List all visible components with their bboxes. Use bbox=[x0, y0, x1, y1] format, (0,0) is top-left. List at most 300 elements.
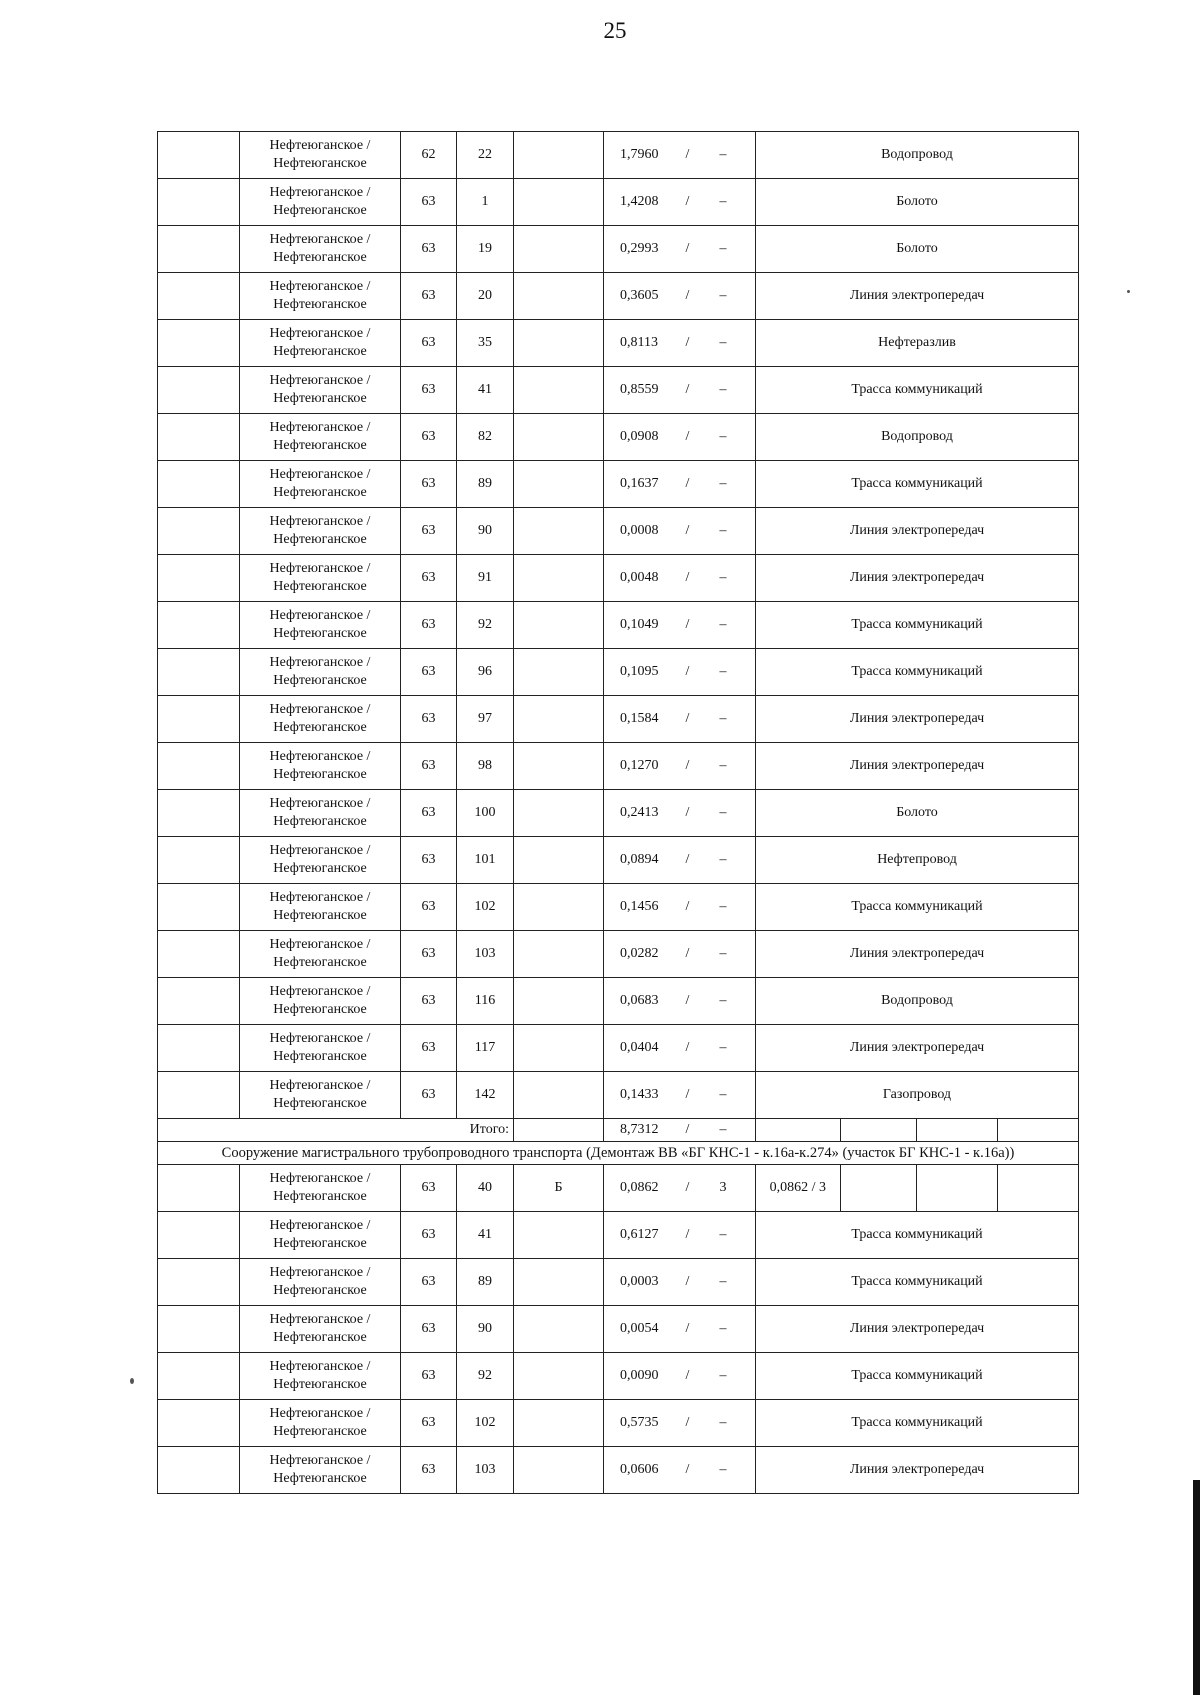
category-cell bbox=[514, 414, 604, 461]
area-slash: / bbox=[685, 1274, 690, 1289]
block-cell: 63 bbox=[401, 837, 457, 884]
area-cell bbox=[604, 743, 756, 790]
table-row bbox=[158, 555, 1079, 602]
table-row bbox=[158, 226, 1079, 273]
note-cell: Трасса коммуникаций bbox=[756, 1400, 1079, 1447]
area-cell bbox=[604, 508, 756, 555]
category-cell bbox=[514, 226, 604, 273]
area-slash: / bbox=[685, 382, 690, 397]
empty-cell bbox=[514, 1119, 604, 1142]
area-slash: / bbox=[685, 1321, 690, 1336]
area-cell bbox=[604, 1447, 756, 1494]
total-qty: – bbox=[719, 1122, 727, 1137]
area-cell bbox=[604, 1400, 756, 1447]
area-slash: / bbox=[685, 241, 690, 256]
note-cell: Трасса коммуникаций bbox=[756, 461, 1079, 508]
area-slash: / bbox=[685, 993, 690, 1008]
table-row bbox=[158, 461, 1079, 508]
block-cell: 63 bbox=[401, 602, 457, 649]
district-cell: Нефтеюганское / Нефтеюганское bbox=[240, 1353, 401, 1400]
block-cell: 63 bbox=[401, 978, 457, 1025]
total-note-cell bbox=[756, 1119, 1079, 1142]
area-group bbox=[604, 992, 755, 1010]
area-group bbox=[604, 334, 755, 352]
plot-cell: 41 bbox=[457, 1212, 514, 1259]
area-value: 1,7960 bbox=[620, 147, 659, 162]
table-row bbox=[158, 837, 1079, 884]
area-value: 0,1584 bbox=[620, 711, 659, 726]
area-value: 0,1095 bbox=[620, 664, 659, 679]
plot-cell: 82 bbox=[457, 414, 514, 461]
area-value: 0,1456 bbox=[620, 899, 659, 914]
note-cell: Линия электропередач bbox=[756, 273, 1079, 320]
area-group bbox=[604, 381, 755, 399]
block-cell: 63 bbox=[401, 696, 457, 743]
block-cell: 63 bbox=[401, 461, 457, 508]
area-cell bbox=[604, 649, 756, 696]
area-value: 0,0008 bbox=[620, 523, 659, 538]
area-cell bbox=[604, 1353, 756, 1400]
empty-cell bbox=[158, 1072, 240, 1119]
district-cell: Нефтеюганское / Нефтеюганское bbox=[240, 649, 401, 696]
category-cell bbox=[514, 1353, 604, 1400]
area-cell bbox=[604, 1072, 756, 1119]
district-cell: Нефтеюганское / Нефтеюганское bbox=[240, 179, 401, 226]
section-header-row bbox=[158, 1142, 1079, 1165]
note-empty-subcell bbox=[916, 1119, 998, 1141]
plot-cell: 90 bbox=[457, 1306, 514, 1353]
empty-cell bbox=[158, 1025, 240, 1072]
area-qty: – bbox=[719, 1227, 727, 1242]
note-empty-subcell bbox=[756, 1119, 840, 1141]
block-cell: 63 bbox=[401, 367, 457, 414]
table-row bbox=[158, 649, 1079, 696]
category-cell bbox=[514, 508, 604, 555]
empty-cell bbox=[158, 132, 240, 179]
area-group bbox=[604, 851, 755, 869]
empty-cell bbox=[158, 743, 240, 790]
district-cell: Нефтеюганское / Нефтеюганское bbox=[240, 367, 401, 414]
area-value: 0,0048 bbox=[620, 570, 659, 585]
area-qty: – bbox=[719, 1274, 727, 1289]
note-cell: Трасса коммуникаций bbox=[756, 1353, 1079, 1400]
empty-cell bbox=[158, 1400, 240, 1447]
area-group bbox=[604, 1121, 755, 1139]
district-cell: Нефтеюганское / Нефтеюганское bbox=[240, 1400, 401, 1447]
note-cell: Нефтеразлив bbox=[756, 320, 1079, 367]
table-row bbox=[158, 132, 1079, 179]
empty-cell bbox=[158, 461, 240, 508]
block-cell: 63 bbox=[401, 931, 457, 978]
note-cell: Болото bbox=[756, 790, 1079, 837]
empty-cell bbox=[158, 1165, 240, 1212]
area-slash: / bbox=[685, 805, 690, 820]
empty-cell bbox=[158, 602, 240, 649]
area-qty: – bbox=[719, 241, 727, 256]
plot-cell: 101 bbox=[457, 837, 514, 884]
area-slash: / bbox=[685, 335, 690, 350]
area-group bbox=[604, 945, 755, 963]
note-empty-subcell bbox=[840, 1119, 916, 1141]
note-cell: Водопровод bbox=[756, 132, 1079, 179]
area-cell bbox=[604, 273, 756, 320]
area-cell bbox=[604, 179, 756, 226]
plot-cell: 40 bbox=[457, 1165, 514, 1212]
area-slash: / bbox=[685, 852, 690, 867]
area-slash: / bbox=[685, 1227, 690, 1242]
area-cell bbox=[604, 1212, 756, 1259]
area-value: 0,0908 bbox=[620, 429, 659, 444]
note-cell: Водопровод bbox=[756, 978, 1079, 1025]
area-slash: / bbox=[685, 147, 690, 162]
area-qty: – bbox=[719, 617, 727, 632]
note-cell: Линия электропередач bbox=[756, 555, 1079, 602]
district-cell: Нефтеюганское / Нефтеюганское bbox=[240, 743, 401, 790]
area-value: 0,0683 bbox=[620, 993, 659, 1008]
area-value: 0,0003 bbox=[620, 1274, 659, 1289]
plot-cell: 1 bbox=[457, 179, 514, 226]
note-cell: Линия электропередач bbox=[756, 931, 1079, 978]
empty-cell bbox=[158, 790, 240, 837]
area-cell bbox=[604, 1259, 756, 1306]
block-cell: 63 bbox=[401, 649, 457, 696]
total-area-value: 8,7312 bbox=[620, 1122, 659, 1137]
total-row bbox=[158, 1119, 1079, 1142]
category-cell bbox=[514, 1306, 604, 1353]
plot-cell: 92 bbox=[457, 602, 514, 649]
plot-cell: 100 bbox=[457, 790, 514, 837]
area-value: 0,0090 bbox=[620, 1368, 659, 1383]
area-qty: – bbox=[719, 1415, 727, 1430]
area-group bbox=[604, 1414, 755, 1432]
area-qty: – bbox=[719, 1368, 727, 1383]
note-cell: Болото bbox=[756, 179, 1079, 226]
plot-cell: 102 bbox=[457, 884, 514, 931]
category-cell bbox=[514, 132, 604, 179]
district-cell: Нефтеюганское / Нефтеюганское bbox=[240, 884, 401, 931]
area-value: 0,6127 bbox=[620, 1227, 659, 1242]
table-row bbox=[158, 1259, 1079, 1306]
table-row bbox=[158, 884, 1079, 931]
note-empty-subcell bbox=[997, 1119, 1078, 1141]
area-cell bbox=[604, 414, 756, 461]
note-cell: Линия электропередач bbox=[756, 1306, 1079, 1353]
empty-cell bbox=[158, 649, 240, 696]
area-value: 0,0282 bbox=[620, 946, 659, 961]
district-cell: Нефтеюганское / Нефтеюганское bbox=[240, 1072, 401, 1119]
note-split bbox=[756, 1119, 1078, 1141]
area-value: 0,0054 bbox=[620, 1321, 659, 1336]
area-qty: – bbox=[719, 1087, 727, 1102]
area-group bbox=[604, 757, 755, 775]
area-slash: / bbox=[685, 1180, 690, 1195]
category-cell bbox=[514, 884, 604, 931]
area-slash: / bbox=[685, 570, 690, 585]
block-cell: 63 bbox=[401, 273, 457, 320]
table-row bbox=[158, 1400, 1079, 1447]
note-split bbox=[756, 1165, 1078, 1211]
category-cell bbox=[514, 743, 604, 790]
block-cell: 63 bbox=[401, 790, 457, 837]
district-cell: Нефтеюганское / Нефтеюганское bbox=[240, 931, 401, 978]
area-cell bbox=[604, 602, 756, 649]
section-title: Сооружение магистрального трубопроводного транспорта (Демонтаж ВВ «БГ КНС-1 - к.16а-к.274» (участок БГ КНС-1 - к.16а)) bbox=[158, 1142, 1079, 1165]
plot-cell: 103 bbox=[457, 931, 514, 978]
note-cell: Нефтепровод bbox=[756, 837, 1079, 884]
table-row bbox=[158, 179, 1079, 226]
area-cell bbox=[604, 978, 756, 1025]
plot-cell: 35 bbox=[457, 320, 514, 367]
note-value: 0,0862 / 3 bbox=[769, 1180, 827, 1195]
area-qty: – bbox=[719, 1321, 727, 1336]
area-group bbox=[604, 569, 755, 587]
table-row bbox=[158, 320, 1079, 367]
category-cell bbox=[514, 1400, 604, 1447]
area-qty: – bbox=[719, 711, 727, 726]
block-cell: 63 bbox=[401, 1306, 457, 1353]
note-cell: Газопровод bbox=[756, 1072, 1079, 1119]
plot-cell: 89 bbox=[457, 1259, 514, 1306]
district-cell: Нефтеюганское / Нефтеюганское bbox=[240, 555, 401, 602]
block-cell: 63 bbox=[401, 508, 457, 555]
area-group bbox=[604, 710, 755, 728]
area-value: 0,8559 bbox=[620, 382, 659, 397]
plot-cell: 41 bbox=[457, 367, 514, 414]
area-group bbox=[604, 1086, 755, 1104]
category-cell bbox=[514, 1025, 604, 1072]
district-cell: Нефтеюганское / Нефтеюганское bbox=[240, 602, 401, 649]
block-cell: 63 bbox=[401, 555, 457, 602]
area-cell bbox=[604, 132, 756, 179]
area-qty: – bbox=[719, 429, 727, 444]
note-cell: Трасса коммуникаций bbox=[756, 367, 1079, 414]
category-cell bbox=[514, 790, 604, 837]
area-group bbox=[604, 1179, 755, 1197]
area-group bbox=[604, 193, 755, 211]
category-cell bbox=[514, 602, 604, 649]
area-value: 0,3605 bbox=[620, 288, 659, 303]
area-cell bbox=[604, 837, 756, 884]
area-slash: / bbox=[685, 1122, 690, 1137]
scan-edge-shadow bbox=[1193, 1480, 1200, 1695]
area-cell bbox=[604, 884, 756, 931]
area-value: 0,1049 bbox=[620, 617, 659, 632]
block-cell: 63 bbox=[401, 1025, 457, 1072]
district-cell: Нефтеюганское / Нефтеюганское bbox=[240, 1212, 401, 1259]
area-cell bbox=[604, 555, 756, 602]
district-cell: Нефтеюганское / Нефтеюганское bbox=[240, 978, 401, 1025]
area-slash: / bbox=[685, 899, 690, 914]
area-slash: / bbox=[685, 1368, 690, 1383]
plot-cell: 92 bbox=[457, 1353, 514, 1400]
note-cell: Трасса коммуникаций bbox=[756, 884, 1079, 931]
area-qty: – bbox=[719, 288, 727, 303]
area-cell bbox=[604, 696, 756, 743]
scan-speck bbox=[130, 1378, 134, 1384]
block-cell: 63 bbox=[401, 179, 457, 226]
empty-cell bbox=[158, 1447, 240, 1494]
area-qty: – bbox=[719, 1040, 727, 1055]
district-cell: Нефтеюганское / Нефтеюганское bbox=[240, 790, 401, 837]
empty-cell bbox=[158, 226, 240, 273]
area-qty: – bbox=[719, 523, 727, 538]
area-slash: / bbox=[685, 288, 690, 303]
plot-cell: 142 bbox=[457, 1072, 514, 1119]
block-cell: 63 bbox=[401, 1072, 457, 1119]
block-cell: 63 bbox=[401, 226, 457, 273]
block-cell: 63 bbox=[401, 1353, 457, 1400]
district-cell: Нефтеюганское / Нефтеюганское bbox=[240, 414, 401, 461]
area-slash: / bbox=[685, 523, 690, 538]
area-value: 0,0862 bbox=[620, 1180, 659, 1195]
table-row bbox=[158, 1353, 1079, 1400]
note-cell: Трасса коммуникаций bbox=[756, 649, 1079, 696]
district-cell: Нефтеюганское / Нефтеюганское bbox=[240, 226, 401, 273]
block-cell: 63 bbox=[401, 1447, 457, 1494]
table-row bbox=[158, 1072, 1079, 1119]
area-slash: / bbox=[685, 476, 690, 491]
note-empty-subcell bbox=[916, 1165, 998, 1211]
area-slash: / bbox=[685, 1040, 690, 1055]
block-cell: 63 bbox=[401, 414, 457, 461]
area-cell bbox=[604, 461, 756, 508]
district-cell: Нефтеюганское / Нефтеюганское bbox=[240, 1306, 401, 1353]
area-slash: / bbox=[685, 664, 690, 679]
area-qty: – bbox=[719, 993, 727, 1008]
plot-cell: 98 bbox=[457, 743, 514, 790]
empty-cell bbox=[158, 884, 240, 931]
category-cell bbox=[514, 931, 604, 978]
district-cell: Нефтеюганское / Нефтеюганское bbox=[240, 508, 401, 555]
area-cell bbox=[604, 790, 756, 837]
area-group bbox=[604, 616, 755, 634]
plot-cell: 22 bbox=[457, 132, 514, 179]
empty-cell bbox=[158, 696, 240, 743]
district-cell: Нефтеюганское / Нефтеюганское bbox=[240, 1025, 401, 1072]
total-area-cell bbox=[604, 1119, 756, 1142]
note-cell: Линия электропередач bbox=[756, 508, 1079, 555]
area-group bbox=[604, 287, 755, 305]
area-qty: – bbox=[719, 1462, 727, 1477]
table-row bbox=[158, 931, 1079, 978]
block-cell: 63 bbox=[401, 884, 457, 931]
empty-cell bbox=[158, 1306, 240, 1353]
plot-cell: 116 bbox=[457, 978, 514, 1025]
plot-cell: 20 bbox=[457, 273, 514, 320]
category-cell bbox=[514, 320, 604, 367]
area-cell bbox=[604, 1306, 756, 1353]
area-value: 0,1637 bbox=[620, 476, 659, 491]
empty-cell bbox=[158, 508, 240, 555]
plot-cell: 103 bbox=[457, 1447, 514, 1494]
area-group bbox=[604, 475, 755, 493]
area-qty: – bbox=[719, 805, 727, 820]
area-group bbox=[604, 1226, 755, 1244]
area-value: 0,5735 bbox=[620, 1415, 659, 1430]
note-cell: Трасса коммуникаций bbox=[756, 1212, 1079, 1259]
area-group bbox=[604, 146, 755, 164]
area-group bbox=[604, 663, 755, 681]
empty-cell bbox=[158, 555, 240, 602]
area-qty: – bbox=[719, 852, 727, 867]
area-cell bbox=[604, 931, 756, 978]
area-slash: / bbox=[685, 711, 690, 726]
area-qty: – bbox=[719, 194, 727, 209]
plot-cell: 19 bbox=[457, 226, 514, 273]
note-cell: Линия электропередач bbox=[756, 1025, 1079, 1072]
category-cell bbox=[514, 837, 604, 884]
category-cell bbox=[514, 273, 604, 320]
block-cell: 63 bbox=[401, 743, 457, 790]
area-qty: – bbox=[719, 664, 727, 679]
block-cell: 63 bbox=[401, 1400, 457, 1447]
table-row bbox=[158, 696, 1079, 743]
area-qty: – bbox=[719, 946, 727, 961]
note-cell: Водопровод bbox=[756, 414, 1079, 461]
category-cell bbox=[514, 1447, 604, 1494]
area-value: 0,1270 bbox=[620, 758, 659, 773]
area-qty: – bbox=[719, 899, 727, 914]
district-cell: Нефтеюганское / Нефтеюганское bbox=[240, 320, 401, 367]
table-row bbox=[158, 273, 1079, 320]
area-group bbox=[604, 1367, 755, 1385]
area-group bbox=[604, 522, 755, 540]
district-cell: Нефтеюганское / Нефтеюганское bbox=[240, 1447, 401, 1494]
table-row bbox=[158, 1165, 1079, 1212]
scan-speck bbox=[1127, 290, 1130, 293]
category-cell bbox=[514, 179, 604, 226]
note-cell bbox=[756, 1165, 1079, 1212]
plot-cell: 97 bbox=[457, 696, 514, 743]
category-cell bbox=[514, 461, 604, 508]
plot-cell: 90 bbox=[457, 508, 514, 555]
area-value: 0,2993 bbox=[620, 241, 659, 256]
area-qty: – bbox=[719, 147, 727, 162]
table-row bbox=[158, 1306, 1079, 1353]
category-cell bbox=[514, 1072, 604, 1119]
area-slash: / bbox=[685, 1462, 690, 1477]
land-plots-table bbox=[157, 131, 1079, 1494]
category-cell bbox=[514, 696, 604, 743]
category-cell bbox=[514, 367, 604, 414]
table-row bbox=[158, 790, 1079, 837]
empty-cell bbox=[158, 414, 240, 461]
table-row bbox=[158, 508, 1079, 555]
area-group bbox=[604, 898, 755, 916]
area-cell bbox=[604, 367, 756, 414]
district-cell: Нефтеюганское / Нефтеюганское bbox=[240, 1165, 401, 1212]
empty-cell bbox=[158, 320, 240, 367]
table-row bbox=[158, 1447, 1079, 1494]
area-slash: / bbox=[685, 1087, 690, 1102]
area-value: 0,0894 bbox=[620, 852, 659, 867]
note-cell: Линия электропередач bbox=[756, 1447, 1079, 1494]
area-value: 0,0404 bbox=[620, 1040, 659, 1055]
district-cell: Нефтеюганское / Нефтеюганское bbox=[240, 837, 401, 884]
table-row bbox=[158, 367, 1079, 414]
note-cell: Трасса коммуникаций bbox=[756, 1259, 1079, 1306]
district-cell: Нефтеюганское / Нефтеюганское bbox=[240, 696, 401, 743]
area-slash: / bbox=[685, 194, 690, 209]
plot-cell: 96 bbox=[457, 649, 514, 696]
area-cell bbox=[604, 1025, 756, 1072]
area-slash: / bbox=[685, 617, 690, 632]
category-cell bbox=[514, 555, 604, 602]
empty-cell bbox=[158, 1212, 240, 1259]
block-cell: 62 bbox=[401, 132, 457, 179]
category-cell bbox=[514, 978, 604, 1025]
area-value: 0,0606 bbox=[620, 1462, 659, 1477]
